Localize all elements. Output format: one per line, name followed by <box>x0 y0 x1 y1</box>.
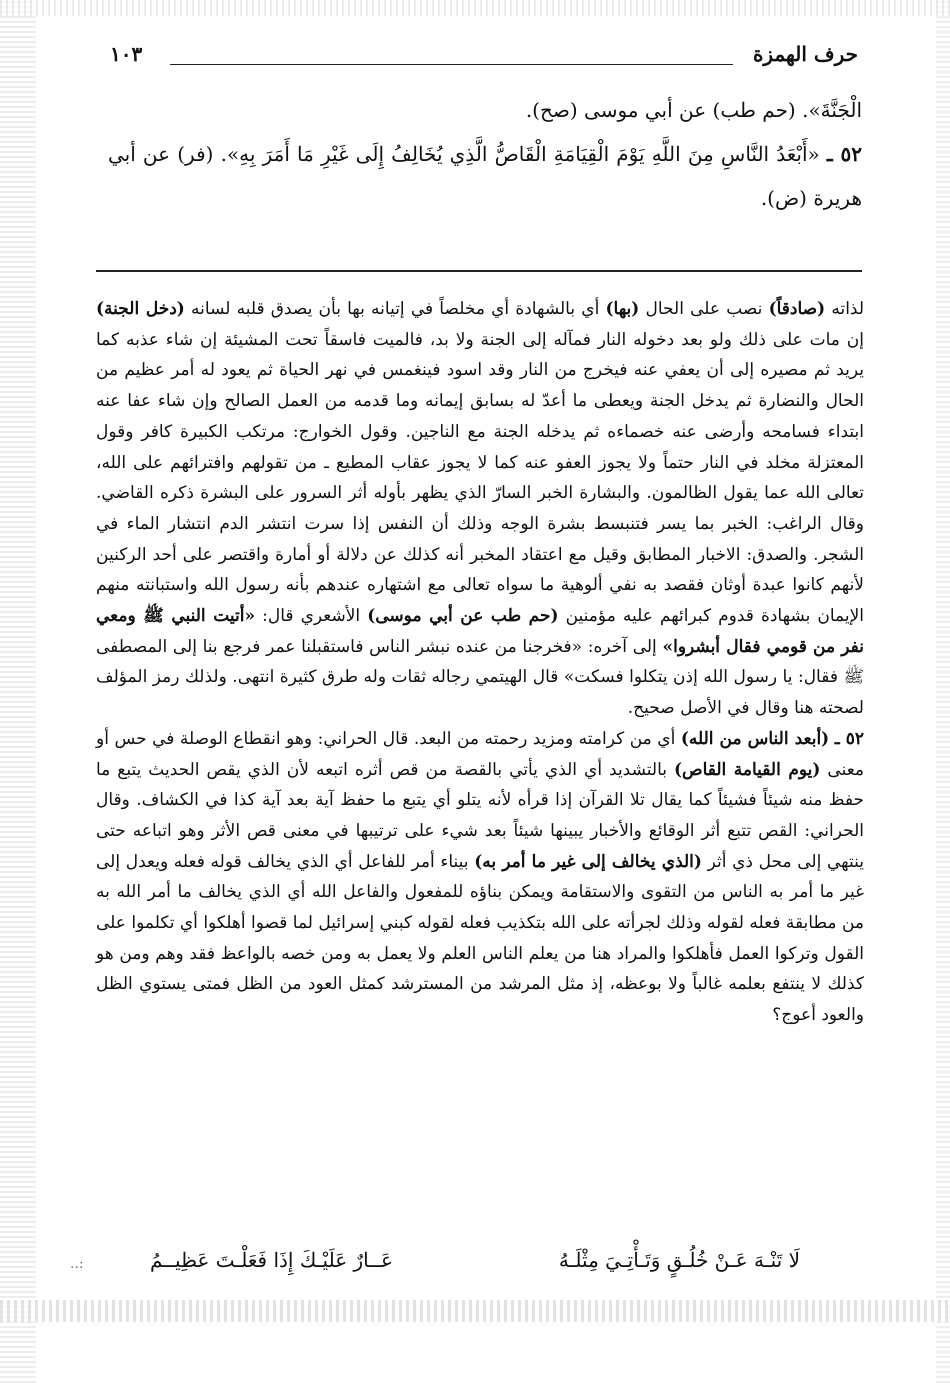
header-rule <box>170 64 733 65</box>
commentary-text: أي من كرامته ومزيد رحمته من البعد. قال الحراني: وهو انقطاع الوصلة في حس أو معنى <box>96 728 865 780</box>
scan-border-bottom <box>0 1300 950 1322</box>
commentary-text: لذاته <box>831 299 865 319</box>
commentary-lemma: (بها) <box>605 299 640 319</box>
page-number: ١٠٣ <box>110 42 143 66</box>
margin-dots: ..: <box>70 1256 84 1272</box>
commentary-lemma: (دخل الجنة) <box>96 299 185 319</box>
commentary-text: إلى آخره: «فخرجنا من عنده نبشر الناس فاستقبلنا عمر فرجع بنا إلى المصطفى ﷺ فقال: يا رسول الله إذن يتكلوا فسكت» قال الهيتمي رجاله ثقات وله طرق كثيرة انتهى. ولذلك رمز المؤلف لصحته هنا وقال في الأصل صحيح. <box>96 636 864 719</box>
page-header <box>110 40 858 74</box>
commentary-hadith-number: ٥٢ ـ <box>834 728 865 749</box>
commentary-text: الأشعري قال: <box>262 606 361 627</box>
hadith-52 <box>108 132 862 220</box>
hadith-number: ٥٢ ـ <box>826 142 863 166</box>
commentary-text: نصب على الحال <box>645 299 763 319</box>
commentary-lemma: (أبعد الناس من الله) <box>680 728 830 749</box>
scan-border-right <box>936 0 950 1383</box>
main-text-line: الْجَنَّةَ». (حم طب) عن أبي موسى (صح). <box>525 98 862 122</box>
running-title: حرف الهمزة <box>752 42 858 66</box>
commentary-lemma: (صادقاً) <box>768 299 826 319</box>
commentary-text: إن مات على ذلك ولو بعد دخوله النار فمآله إلى الجنة ولا بد، فالميت فاسقاً تحت المشيئة إن شاء عذبه كما يريد ثم مصيره إلى أن يعفي عنه فيخرج من النار وقد اسود فينغمس في نهر الحياة ثم يعود له أمر عظيم من الحال والنضارة ثم يدخل الجنة ويعطى ما أعدّ له بسابق إيمانه وما قدمه من العمل الصالح وإن شاء عفا عنه ابتداء فسامحه وأرضى عنه خصماءه ثم يدخله الجنة مع الناجين. وقول الخوارج: مرتكب الكبيرة كافر وقول المعتزلة مخلد في النار حتماً ولا يجوز العفو عنه كما لا يجوز عقاب المطيع ـ من تقولهم وافترائهم على الله، تعالى الله عما يقول الظالمون. والبشارة الخبر السارّ الذي يظهر بأوله أثر السرور على البشرة ذكره القاضي. وقال الراغب: الخبر بما يسر فتنبسط بشرة الوجه وذلك أن النفس إذا سرت انتشر الدم انتشار الماء في الشجر. والصدق: الاخبار المطابق وقيل مع اعتقاد المخبر أنه كذلك عن دلالة أو أمارة واقتصر على أحد الركنين لأنهم كانوا عبدة أوثان فقصد به نفي ألوهية ما سواه تعالى مع اشتهاره عندهم بأنه رسول الله واستبانته منهم الإيمان بشهادة قدوم كبرائهم عليه مؤمنين <box>96 329 865 627</box>
main-text <box>108 88 862 220</box>
hadith-text: «أَبْعَدُ النَّاسِ مِنَ اللَّهِ يَوْمَ الْقِيَامَةِ الْقَاصُّ الَّذِي يُخَالِفُ إِلَى غَيْرِ مَا أَمَرَ بِهِ». (فر) عن أبي هريرة (ض). <box>108 142 862 210</box>
commentary <box>96 294 864 1031</box>
verse-first-hemistich: لَا تَنْـهَ عَـنْ خُلُـقٍ وَتَـأْتِـيَ مِثْلَـهُ <box>558 1248 800 1272</box>
poetry-verse <box>150 1244 800 1284</box>
scan-border-top <box>0 0 950 16</box>
verse-second-hemistich: عَــارٌ عَلَيْـكَ إِذَا فَعَلْـتَ عَظِيــمُ <box>150 1248 393 1272</box>
commentary-lemma: (يوم القيامة القاص) <box>674 759 821 780</box>
commentary-lemma: (حم طب عن أبي موسى) <box>367 606 559 627</box>
commentary-lemma: (الذي يخالف إلى غير ما أمر به) <box>474 851 702 872</box>
commentary-text: بالتشديد أي الذي يأتي بالقصة من قص أثره اتبعه لأن الذي يقص الحديث يتبع ما حفظ منه شيئاً فشيئاً كما يقال تلا القرآن إذا قرأه لأنه يتلو أي يتبع ما حفظ آية بعد آية كذا في الكشاف. وقال الحراني: القص تتبع أثر الوقائع والأخبار يبينها شيئاً بعد شيء على ترتيبها في معنى قص الأثر وهو اتباعه حتى ينتهي إلى محل ذي أثر <box>96 759 864 872</box>
commentary-paragraph <box>96 724 864 1031</box>
footnote-divider <box>96 270 862 272</box>
scan-border-left <box>0 0 36 1383</box>
commentary-quote: «أتيت النبي ﷺ ومعي نفر من قومي فقال أبشروا» <box>96 606 865 657</box>
commentary-text: بيناء أمر للفاعل أي الذي يخالف قوله فعله ويعدل إلى غير ما أمر به الناس من التقوى والاستقامة ويمكن بناؤه للمفعول والفاعل الله أي الذي يخالف ما أمر الله به من مطابقة فعله لقوله وذلك لجرأته على الله بتكذيب فعله لقوله كبني إسرائيل لما قصوا أهلكوا أي تكلموا على القول وتركوا العمل فأهلكوا والمراد هنا من يعلم الناس العلم ولا يعمل به ومن خصه بالواعظ فقد وهم ومن هو كذلك لا ينتفع بعلمه غالباً ولا بوعظه، إذ مثل المرشد من المسترشد كمثل العود من الظل فمتى يستوي الظل والعود أعوج؟ <box>96 851 864 1026</box>
commentary-paragraph <box>96 294 864 724</box>
commentary-text: أي بالشهادة أي مخلصاً في إتيانه بها بأن يصدق قلبه لسانه <box>191 299 600 319</box>
